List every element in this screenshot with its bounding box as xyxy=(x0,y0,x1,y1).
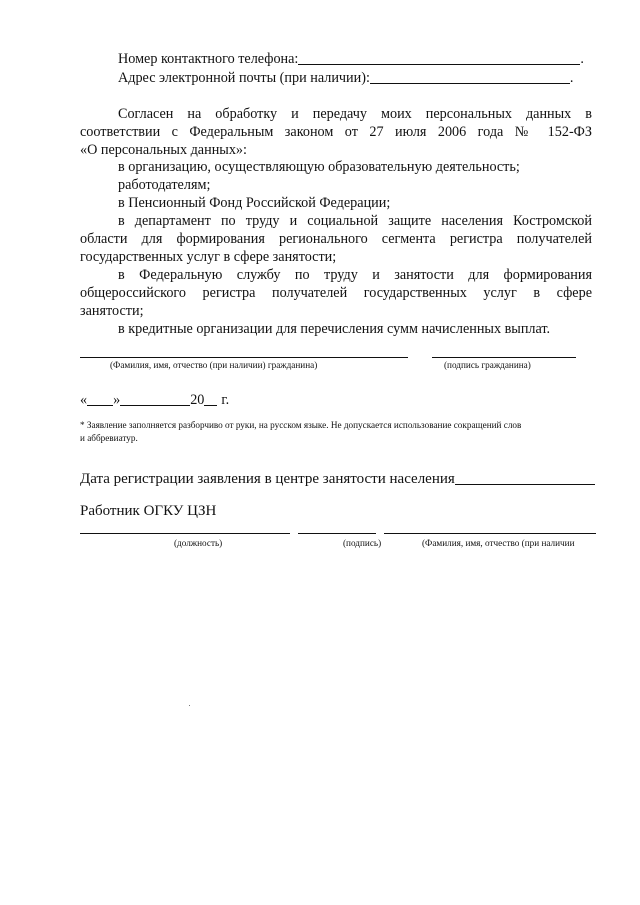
phone-end: . xyxy=(580,51,584,67)
date-year-suffix: г. xyxy=(221,392,230,408)
citizen-signature-caption: (подпись гражданина) xyxy=(444,360,531,370)
consent-item-dept-2: области для формирования регионального сегмента регистра получателей xyxy=(80,231,592,247)
consent-item-credit: в кредитные организации для перечисления сумм начисленных выплат. xyxy=(118,321,551,337)
email-row xyxy=(118,69,573,87)
employee-position-caption: (должность) xyxy=(174,538,223,548)
phone-label: Номер контактного телефона: xyxy=(118,51,299,67)
date-row xyxy=(80,391,229,409)
scan-speck xyxy=(189,705,190,706)
email-field[interactable] xyxy=(370,69,570,84)
date-year-prefix: 20 xyxy=(190,392,205,408)
consent-item-employers: работодателям; xyxy=(118,177,211,193)
registration-label: Дата регистрации заявления в центре занятости населения xyxy=(80,471,455,487)
consent-item-federal-1: в Федеральную службу по труду и занятости для формирования xyxy=(118,267,592,283)
employee-title: Работник ОГКУ ЦЗН xyxy=(80,503,217,519)
registration-row xyxy=(80,470,595,488)
consent-line-1: Согласен на обработку и передачу моих персональных данных в xyxy=(118,106,592,122)
citizen-signature-line[interactable] xyxy=(432,357,576,358)
phone-row xyxy=(118,50,584,68)
employee-name-caption: (Фамилия, имя, отчество (при наличии xyxy=(422,538,575,548)
date-day-field[interactable] xyxy=(87,391,113,406)
consent-line-3: «О персональных данных»: xyxy=(80,142,247,158)
phone-field[interactable] xyxy=(298,50,580,65)
date-close-quote: » xyxy=(113,392,121,408)
employee-signature-line[interactable] xyxy=(298,533,376,534)
consent-item-federal-3: занятости; xyxy=(80,303,144,319)
consent-item-dept-1: в департамент по труду и социальной защите населения Костромской xyxy=(118,213,592,229)
consent-item-pension: в Пенсионный Фонд Российской Федерации; xyxy=(118,195,391,211)
date-open-quote: « xyxy=(80,392,88,408)
email-end: . xyxy=(569,70,574,86)
employee-name-line[interactable] xyxy=(384,533,596,534)
date-year-field[interactable] xyxy=(204,391,217,406)
registration-date-field[interactable] xyxy=(455,470,595,485)
citizen-name-line[interactable] xyxy=(80,357,408,358)
citizen-name-caption: (Фамилия, имя, отчество (при наличии) гражданина) xyxy=(110,360,318,370)
consent-item-dept-3: государственных услуг в сфере занятости; xyxy=(80,249,337,265)
consent-item-education: в организацию, осуществляющую образовательную деятельность; xyxy=(118,159,520,175)
email-label: Адрес электронной почты (при наличии): xyxy=(118,70,370,86)
footnote-line-2: и аббревиатур. xyxy=(80,433,138,443)
footnote-line-1: * Заявление заполняется разборчиво от руки, на русском языке. Не допускается использование сокращений слов xyxy=(80,420,522,430)
employee-position-line[interactable] xyxy=(80,533,290,534)
consent-item-federal-2: общероссийского регистра получателей государственных услуг в сфере xyxy=(80,285,592,301)
consent-line-2: соответствии с Федеральным законом от 27 июля 2006 года № 152-ФЗ xyxy=(80,124,592,140)
employee-signature-caption: (подпись) xyxy=(343,538,382,548)
date-month-field[interactable] xyxy=(120,391,190,406)
